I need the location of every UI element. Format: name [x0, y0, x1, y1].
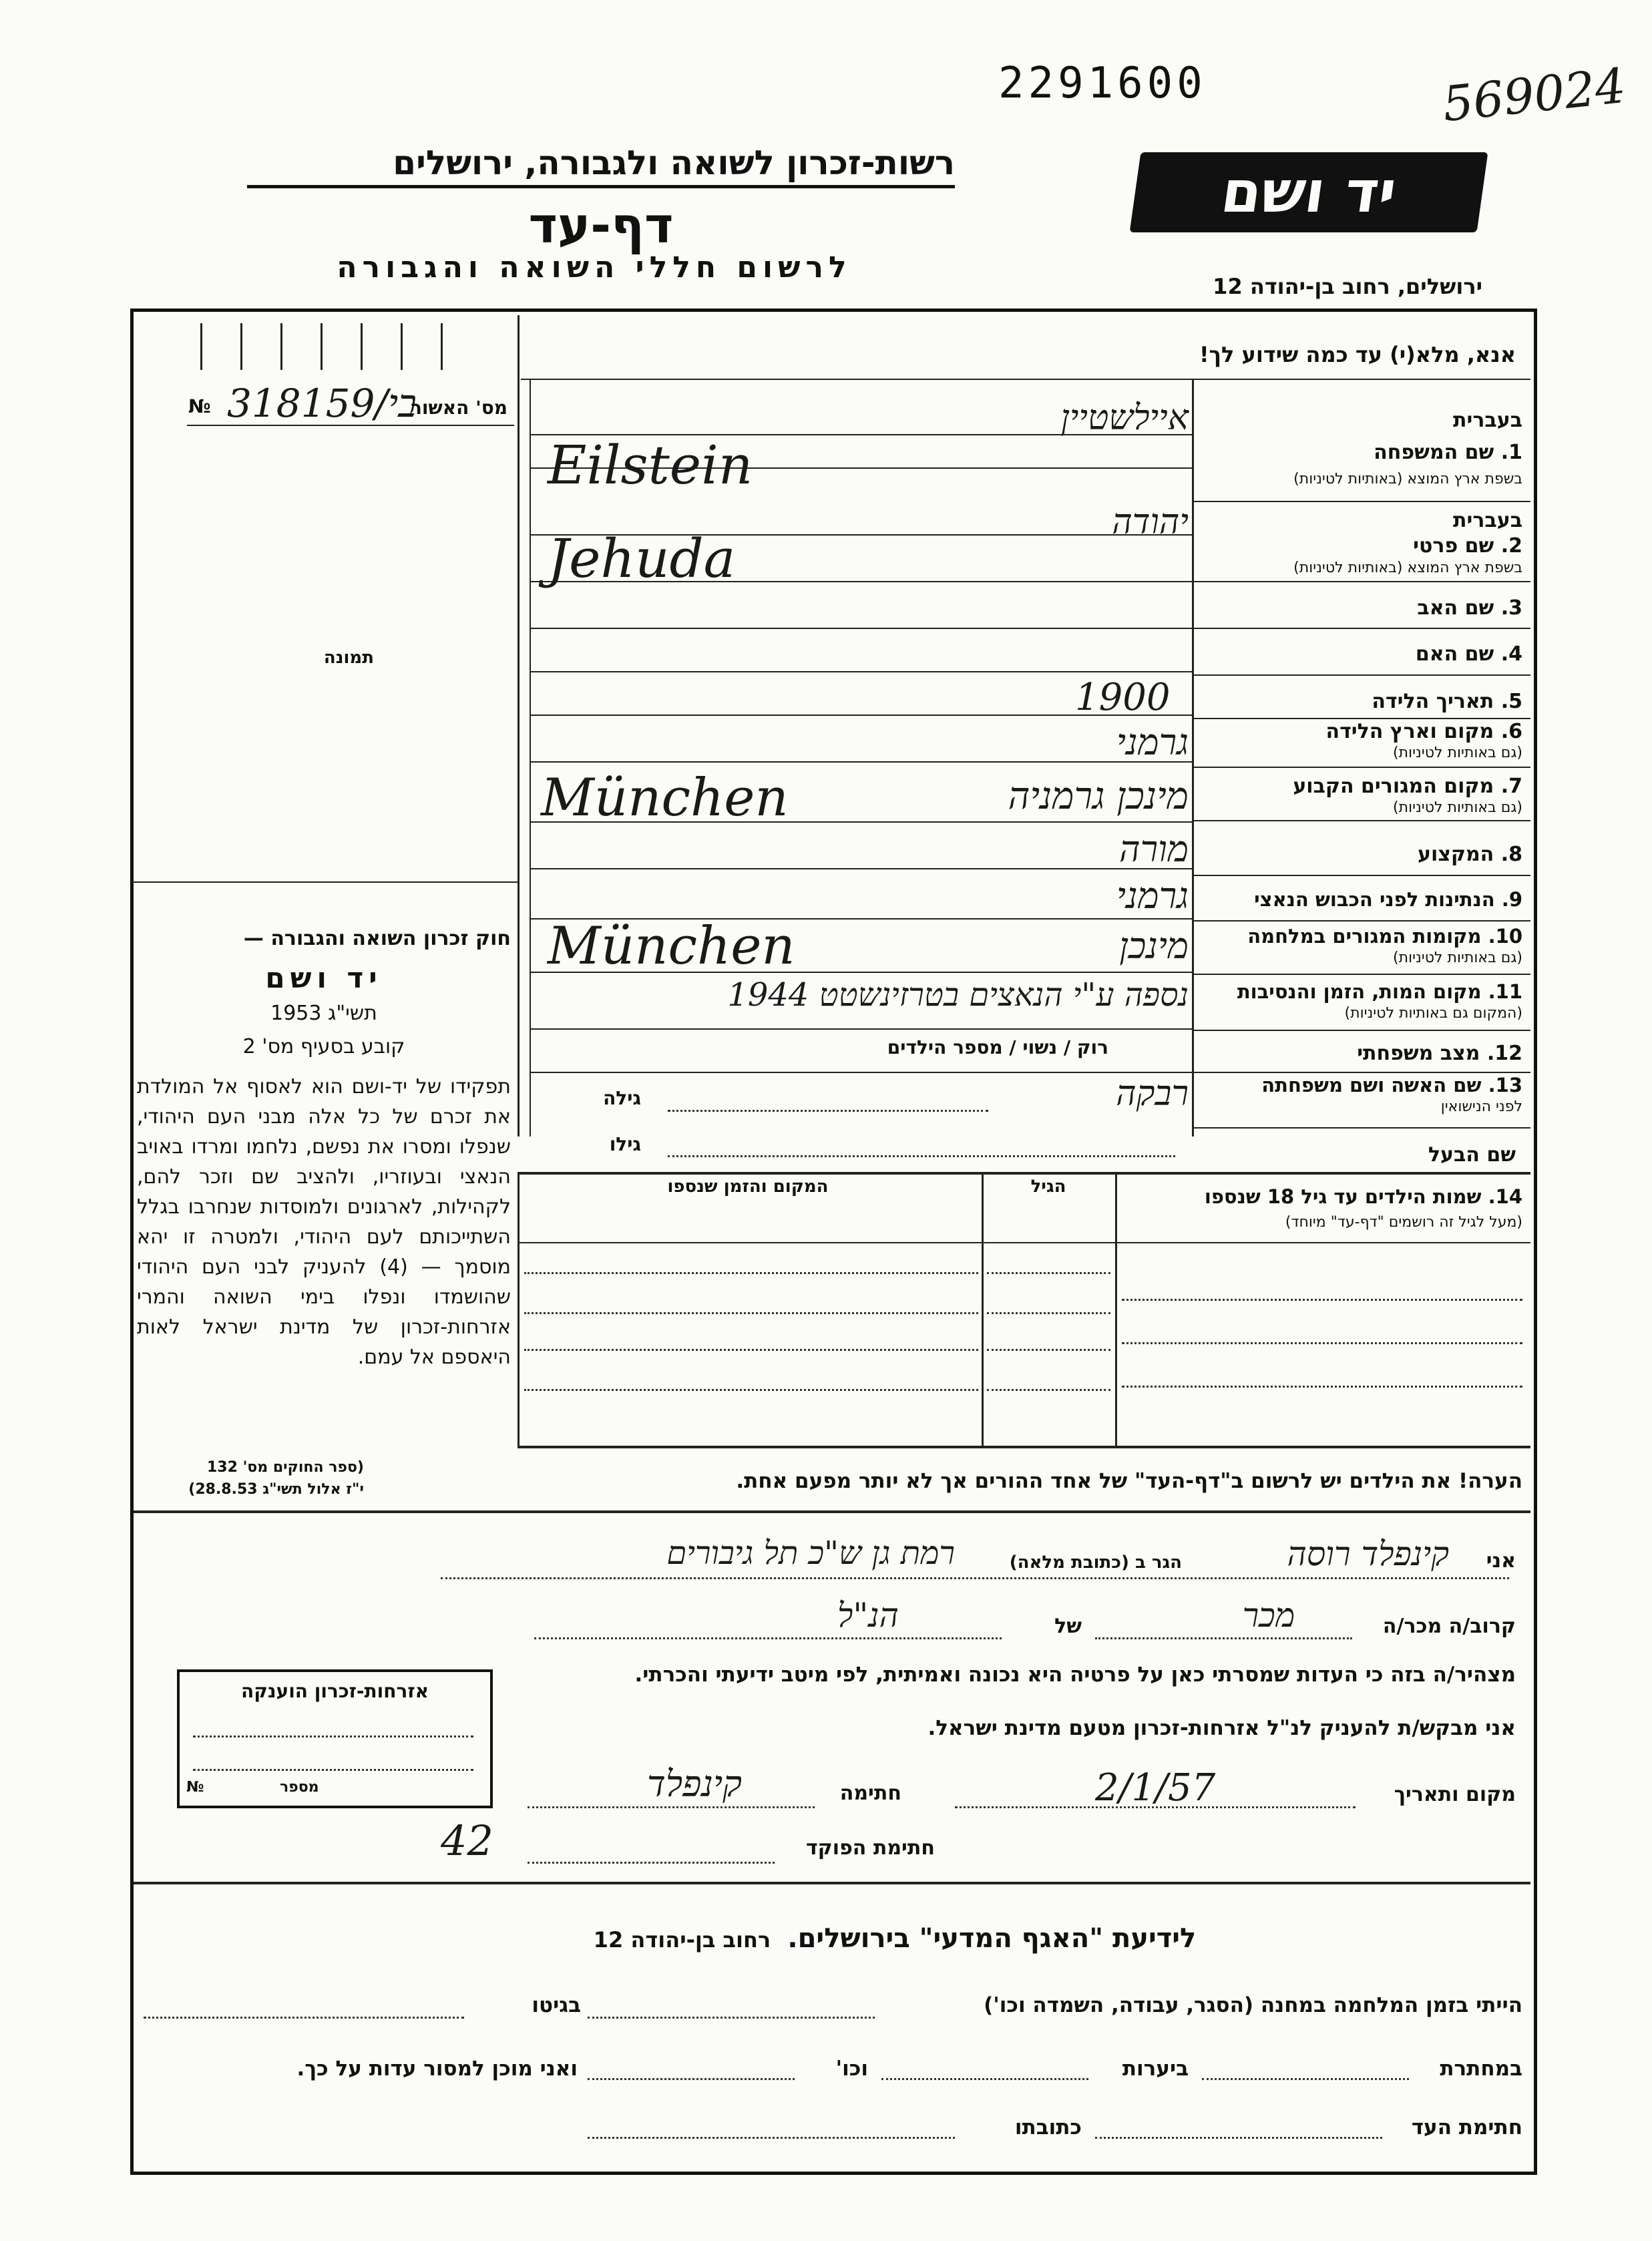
firstname-latin-value: Jehuda: [548, 528, 736, 590]
husband-age-label: גילו: [609, 1133, 641, 1155]
footer-witness-address: כתובתו: [1014, 2115, 1082, 2140]
field-9-num: 9.: [1501, 888, 1522, 911]
confirmation-value: 318159/בי: [227, 381, 417, 426]
of-value: הנ"ל: [837, 1596, 899, 1635]
field-1-label: [1222, 441, 1522, 464]
field-13-num: 13.: [1488, 1074, 1522, 1096]
residence-hebrew-value: מינכן גרמניה: [1008, 775, 1189, 818]
law-ref2: י"ז אלול תשי"ג 28.8.53): [188, 1481, 364, 1498]
clerk-signature-value: 42: [441, 1816, 493, 1865]
field-1-sub: בשפת ארץ המוצא (באותיות לטיניות): [1293, 471, 1522, 487]
nationality-value: גרמני: [1116, 875, 1189, 917]
law-body: תפקידו של יד-ושם הוא לאסוף אל המולדת את זכרם של כל אלה מבני העם היהודי, שנפלו ומסרו את נפשם, נלחמו ומרדו באויב הנאצי ובעוזריו, ולהציב שם וזכר להם, לקהילות, לארגונים ולמוסדות שנחרבו בגלל השתייכותם לעם היהודי, ולמטרה זו יהא מוסמך — (4) להעניק לבני העם היהודי שהושמדו ונפלו בימי השואה והמרי אזרחות-זכרון של מדינת ישראל לאות היאספם אל עמם.: [137, 1075, 511, 1369]
instruction: אנא, מלא(י) עד כמה שידוע לך!: [1199, 342, 1516, 367]
logo-text: יד ושם: [1217, 159, 1401, 226]
field-12-text: מצב משפחתי: [1357, 1042, 1480, 1065]
confirmation-no-sign: №: [188, 395, 211, 417]
firstname-hebrew-tag: בעברית: [1453, 509, 1522, 532]
field-11-text: מקום המות, הזמן והנסיבות: [1237, 980, 1482, 1003]
wife-age-label: גילה: [603, 1087, 641, 1109]
field-11-label: [1199, 980, 1522, 1003]
memorial-box-number-label: מספר: [280, 1779, 319, 1796]
profession-value: מורה: [1119, 828, 1189, 870]
field-1-text: שם המשפחה: [1374, 441, 1494, 464]
law-year: תשי"ג 1953: [270, 1002, 377, 1025]
memorial-citizenship-box: [177, 1669, 493, 1808]
field-10-sub: (גם באותיות לטיניות): [1393, 950, 1522, 966]
children-note: הערה! את הילדים יש לרשום ב"דף-העד" של אחד ההורים אך לא יותר מפעם אחת.: [736, 1469, 1522, 1493]
field-12-num: 12.: [1486, 1042, 1522, 1065]
field-9-label: [1199, 888, 1522, 911]
footer-willing: ואני מוכן למסור עדות על כך.: [296, 2057, 578, 2081]
field-9-text: הנתינות לפני הכבוש הנאצי: [1254, 888, 1495, 911]
place-date-value: 2/1/57: [1095, 1766, 1216, 1810]
footer-camp-text: הייתי בזמן המלחמה במחנה (הסגר, עבודה, השמדה וכו'): [984, 1993, 1522, 2017]
declarant-name: קינפלד רוסה: [1287, 1535, 1449, 1573]
field-6-label: [1222, 720, 1522, 743]
field-10-num: 10.: [1488, 925, 1522, 948]
death-value: נספה ע"י הנאצים בטרזינשטט 1944: [727, 976, 1189, 1014]
memorial-box-no-sign: №: [186, 1779, 204, 1796]
law-clause: קובע בסעיף מס' 2: [242, 1035, 405, 1058]
signature-value: קינפלד: [646, 1763, 743, 1805]
law-yad-vashem: יד ושם: [265, 962, 383, 994]
field-4-num: 4.: [1500, 642, 1522, 666]
field-3-text: שם האב: [1417, 596, 1494, 620]
field-4-text: שם האם: [1415, 642, 1494, 666]
form-title: דף-עד: [528, 197, 674, 254]
memorial-box-title: אזרחות-זכרון הוענקה: [241, 1680, 429, 1702]
residence-latin-value: München: [541, 768, 789, 828]
declarant-label: אני: [1486, 1549, 1516, 1573]
field-2-sub: בשפת ארץ המוצא (באותיות לטיניות): [1293, 560, 1522, 576]
field-13-sub: לפני הנישואין: [1440, 1098, 1522, 1115]
field-10-label: [1199, 925, 1522, 948]
field-7-text: מקום המגורים הקבוע: [1293, 775, 1494, 798]
footer-forests: ביערות: [1122, 2057, 1189, 2081]
field-5-num: 5.: [1500, 690, 1522, 713]
clerk-signature-label: חתימת הפוקד: [806, 1836, 935, 1860]
children-col-place: המקום והזמן שנספו: [667, 1177, 829, 1197]
field-13-text: שם האשה ושם משפחתה: [1261, 1074, 1482, 1096]
law-title: חוק זכרון השואה והגבורה —: [243, 927, 511, 950]
firstname-hebrew-value: יהודה: [1112, 502, 1189, 542]
husband-name-label: שם הבעל: [1428, 1143, 1516, 1167]
birth-date-value: 1900: [1075, 676, 1171, 719]
field-7-num: 7.: [1500, 775, 1522, 798]
footer-underground: במחתרת: [1440, 2057, 1522, 2081]
field-5-label: [1222, 690, 1522, 713]
field-11-sub: (המקום גם באותיות לטיניות): [1344, 1005, 1522, 1022]
address-value: רמת גן ש"כ תל גיבורים: [666, 1535, 955, 1572]
field-7-sub: (גם באותיות לטיניות): [1393, 799, 1522, 816]
birth-place-value: גרמני: [1116, 721, 1189, 763]
field-3-num: 3.: [1500, 596, 1522, 620]
footer-ghetto: בגיטו: [532, 1993, 581, 2017]
relation-value: מכר: [1242, 1596, 1295, 1635]
address-label: הגר ב (כתובת מלאה): [1009, 1553, 1182, 1573]
field-3-label: [1222, 596, 1522, 620]
children-col-age: הגיל: [1030, 1177, 1066, 1197]
statement-2: אני מבקש/ת להעניק לנ"ל אזרחות-זכרון מטעם מדינת ישראל.: [927, 1716, 1516, 1740]
wartime-hebrew-value: מינכן: [1119, 925, 1189, 967]
field-1-num: 1.: [1500, 441, 1522, 464]
footer-title-text: לידיעת "האגף המדעי" בירושלים.: [787, 1923, 1197, 1954]
children-label: 14. שמות הילדים עד גיל 18 שנספו: [1204, 1185, 1522, 1208]
marital-options: רוק / נשוי / מספר הילדים: [887, 1036, 1108, 1058]
footer-title: [554, 1923, 1235, 1954]
relation-label: קרוב/ה מכר/ה: [1382, 1615, 1516, 1638]
field-12-label: [1222, 1042, 1522, 1065]
field-11-num: 11.: [1488, 980, 1522, 1003]
spouse-value: רבקה: [1116, 1074, 1189, 1114]
org-name: רשות-זכרון לשואה ולגבורה, ירושלים: [247, 144, 955, 188]
footer-witness-signature: חתימת העד: [1411, 2115, 1522, 2140]
field-6-num: 6.: [1500, 720, 1522, 743]
serial-stamp: 2291600: [998, 59, 1207, 108]
statement-1: מצהיר/ה בזה כי העדות שמסרתי כאן על פרטיה היא נכונה ואמיתית, לפי מיטב ידיעתי והכרתי.: [634, 1663, 1516, 1687]
field-6-sub: (גם באותיות לטיניות): [1393, 745, 1522, 761]
field-8-label: [1222, 843, 1522, 866]
field-13-label: [1199, 1074, 1522, 1096]
law-ref1: (ספר החוקים מס' 132: [206, 1459, 364, 1476]
footer-etc: וכו': [835, 2057, 868, 2081]
field-8-num: 8.: [1500, 843, 1522, 866]
confirmation-label: מס' האשור: [411, 397, 507, 419]
surname-latin-value: Eilstein: [548, 434, 753, 496]
tick-boxes: [187, 323, 507, 370]
field-4-label: [1222, 642, 1522, 666]
org-address: ירושלים, רחוב בן-יהודה 12: [1213, 274, 1482, 299]
surname-hebrew-value: איילשטיין: [1060, 398, 1189, 438]
photo-label: תמונה: [323, 648, 374, 668]
field-5-text: תאריך הלידה: [1372, 690, 1494, 713]
field-7-label: [1222, 775, 1522, 798]
field-8-text: המקצוע: [1417, 843, 1494, 866]
handwritten-number: 569024: [1440, 57, 1629, 133]
field-2-text: שם פרטי: [1413, 534, 1494, 558]
signature-label: חתימה: [839, 1782, 901, 1805]
wartime-latin-value: München: [548, 916, 795, 976]
surname-hebrew-tag: בעברית: [1453, 409, 1522, 432]
footer-address: רחוב בן-יהודה 12: [593, 1927, 771, 1953]
of-label: של: [1054, 1615, 1082, 1638]
field-6-text: מקום וארץ הלידה: [1325, 720, 1494, 743]
field-2-label: [1222, 534, 1522, 558]
place-date-label: מקום ותאריך: [1394, 1783, 1516, 1806]
field-2-num: 2.: [1500, 534, 1522, 558]
form-subtitle: לרשום חללי השואה והגבורה: [337, 250, 852, 284]
children-sub: (מעל לגיל זה רושמים "דף-עד" מיוחד): [1285, 1214, 1522, 1231]
yad-vashem-logo: [1130, 152, 1488, 232]
field-10-text: מקומות המגורים במלחמה: [1247, 925, 1482, 948]
